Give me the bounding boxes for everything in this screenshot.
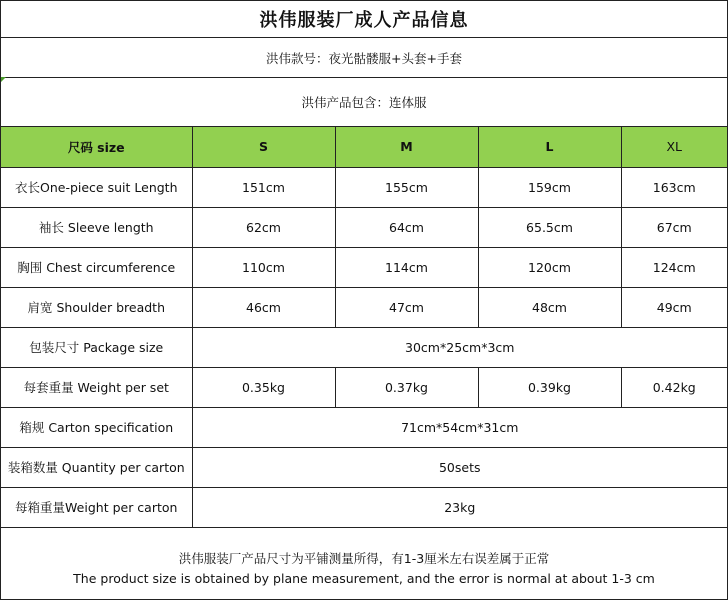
table-row-chest [1, 247, 727, 287]
cell-xl: 0.42kg [621, 367, 727, 407]
note-chinese: 洪伟服装厂产品尺寸为平铺测量所得，有1-3厘米左右误差属于正常 [178, 550, 550, 566]
cell-m: 0.37kg [335, 367, 478, 407]
size-header-xl: XL [621, 127, 727, 167]
table-row-package [1, 327, 727, 367]
cell-xl: 124cm [621, 247, 727, 287]
row-label: 肩宽 Shoulder breadth [1, 287, 192, 327]
row-label: 每套重量 Weight per set [1, 367, 192, 407]
cell-m: 114cm [335, 247, 478, 287]
table-row-carton-qty [1, 447, 727, 487]
row-label: 衣长One-piece suit Length [1, 167, 192, 207]
row-label: 胸围 Chest circumference [1, 247, 192, 287]
cell-corner-marker [1, 77, 6, 82]
table-row-weight-set [1, 367, 727, 407]
cell-xl: 67cm [621, 207, 727, 247]
product-contents-line: 洪伟产品包含：连体服 [1, 78, 727, 127]
row-label: 包装尺寸 Package size [1, 327, 192, 367]
cell-xl: 49cm [621, 287, 727, 327]
cell-xl: 163cm [621, 167, 727, 207]
cell-s: 151cm [192, 167, 335, 207]
cell-l: 48cm [478, 287, 621, 327]
row-label: 箱规 Carton specification [1, 407, 192, 447]
size-header-row [1, 127, 727, 167]
cell-l: 0.39kg [478, 367, 621, 407]
row-label: 装箱数量 Quantity per carton [1, 447, 192, 487]
table-row-shoulder [1, 287, 727, 327]
size-header-s: S [192, 127, 335, 167]
cell-l: 159cm [478, 167, 621, 207]
table-row-carton-weight [1, 487, 727, 527]
cell-l: 120cm [478, 247, 621, 287]
table-row-length [1, 167, 727, 207]
merged-cell: 30cm*25cm*3cm [192, 327, 727, 367]
table-row-carton-spec [1, 407, 727, 447]
row-label: 袖长 Sleeve length [1, 207, 192, 247]
sheet-title: 洪伟服装厂成人产品信息 [1, 1, 727, 38]
size-header-label: 尺码 size [1, 127, 192, 167]
cell-s: 0.35kg [192, 367, 335, 407]
cell-s: 62cm [192, 207, 335, 247]
cell-s: 110cm [192, 247, 335, 287]
row-label: 每箱重量Weight per carton [1, 487, 192, 527]
model-number-line: 洪伟款号：夜光骷髅服+头套+手套 [1, 38, 727, 78]
cell-l: 65.5cm [478, 207, 621, 247]
measurement-note [1, 538, 727, 599]
cell-m: 64cm [335, 207, 478, 247]
note-english: The product size is obtained by plane measurement, and the error is normal at about 1-3 cm [73, 570, 655, 586]
table-row-sleeve [1, 207, 727, 247]
cell-m: 155cm [335, 167, 478, 207]
cell-m: 47cm [335, 287, 478, 327]
size-table [1, 127, 727, 528]
merged-cell: 50sets [192, 447, 727, 487]
merged-cell: 71cm*54cm*31cm [192, 407, 727, 447]
merged-cell: 23kg [192, 487, 727, 527]
cell-s: 46cm [192, 287, 335, 327]
size-header-m: M [335, 127, 478, 167]
size-header-l: L [478, 127, 621, 167]
